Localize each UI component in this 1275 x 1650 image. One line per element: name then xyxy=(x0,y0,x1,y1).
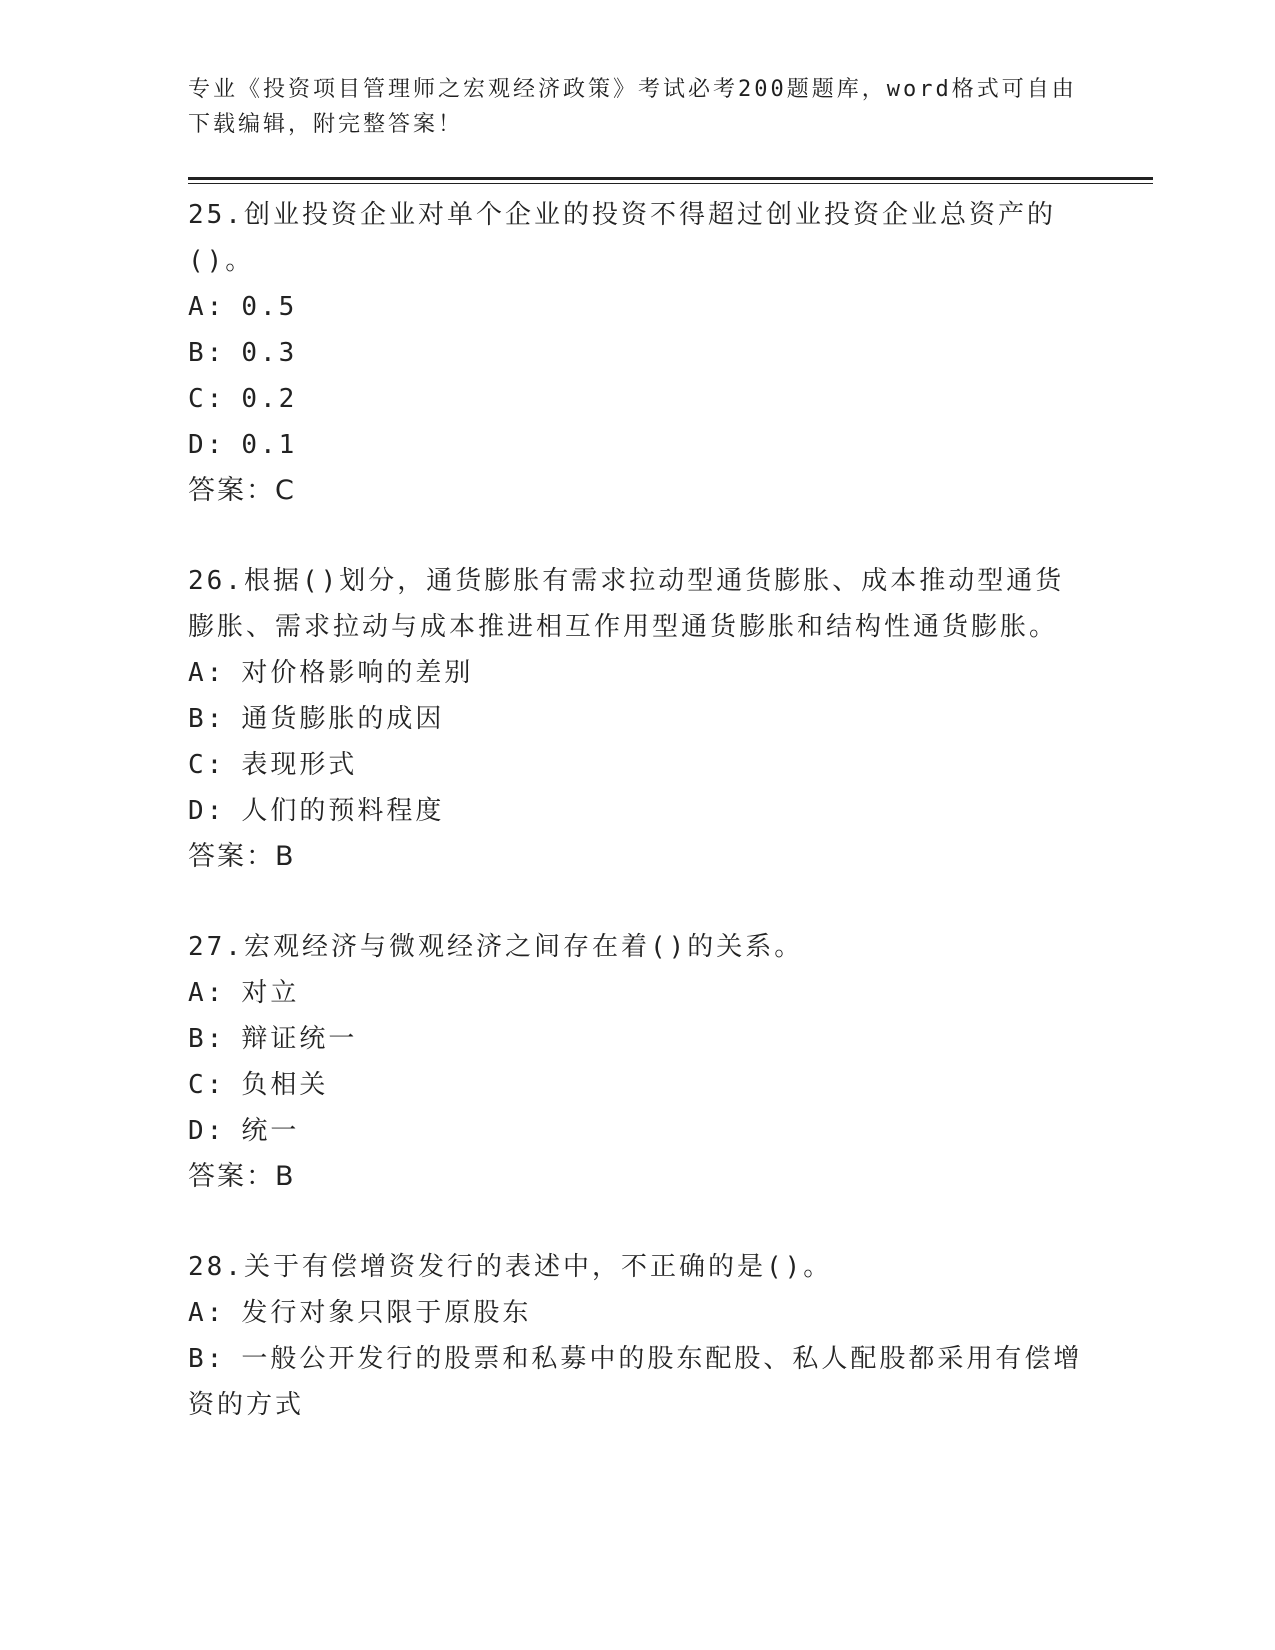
option-letter: D: xyxy=(188,430,226,460)
option-text: 0.5 xyxy=(241,292,298,322)
option-text: 对立 xyxy=(241,978,300,1008)
question-27 xyxy=(188,924,1088,1200)
answer-line: 答案：B xyxy=(188,1161,296,1192)
option-text: 0.3 xyxy=(241,338,298,368)
option-letter: B: xyxy=(188,338,226,368)
option-text: 0.1 xyxy=(241,430,298,460)
option-letter: A: xyxy=(188,1298,226,1328)
option-a xyxy=(188,284,1088,330)
option-letter: D: xyxy=(188,1116,226,1146)
option-a xyxy=(188,1290,1088,1336)
option-text: 统一 xyxy=(241,1116,300,1146)
option-text: 表现形式 xyxy=(241,750,358,780)
option-letter: A: xyxy=(188,292,226,322)
question-stem: 25.创业投资企业对单个企业的投资不得超过创业投资企业总资产的()。 xyxy=(188,200,1056,276)
question-stem: 27.宏观经济与微观经济之间存在着()的关系。 xyxy=(188,932,804,962)
option-letter: C: xyxy=(188,750,226,780)
option-text: 0.2 xyxy=(241,384,298,414)
question-26 xyxy=(188,558,1088,880)
option-a xyxy=(188,970,1088,1016)
option-letter: C: xyxy=(188,384,226,414)
option-b xyxy=(188,1336,1088,1428)
option-b xyxy=(188,1016,1088,1062)
option-letter: B: xyxy=(188,704,226,734)
option-letter: B: xyxy=(188,1024,226,1054)
header-divider-thin xyxy=(188,183,1153,184)
option-letter: A: xyxy=(188,978,226,1008)
option-c xyxy=(188,376,1088,422)
question-stem: 26.根据()划分，通货膨胀有需求拉动型通货膨胀、成本推动型通货膨胀、需求拉动与成本推进相互作用型通货膨胀和结构性通货膨胀。 xyxy=(188,566,1065,642)
option-text: 发行对象只限于原股东 xyxy=(241,1298,532,1328)
option-text: 辩证统一 xyxy=(241,1024,358,1054)
option-b xyxy=(188,696,1088,742)
option-letter: D: xyxy=(188,796,226,826)
option-c xyxy=(188,742,1088,788)
option-letter: B: xyxy=(188,1344,226,1374)
option-text: 一般公开发行的股票和私募中的股东配股、私人配股都采用有偿增资的方式 xyxy=(188,1344,1083,1420)
option-letter: C: xyxy=(188,1070,226,1100)
option-text: 负相关 xyxy=(241,1070,329,1100)
question-28 xyxy=(188,1244,1088,1428)
option-text: 人们的预料程度 xyxy=(241,796,445,826)
option-letter: A: xyxy=(188,658,226,688)
option-a xyxy=(188,650,1088,696)
option-d xyxy=(188,1108,1088,1154)
question-25 xyxy=(188,192,1088,514)
question-list xyxy=(188,192,1088,1472)
option-text: 通货膨胀的成因 xyxy=(241,704,445,734)
option-b xyxy=(188,330,1088,376)
header-divider xyxy=(188,177,1153,180)
answer-line: 答案：C xyxy=(188,475,296,506)
answer-line: 答案：B xyxy=(188,841,296,872)
document-header: 专业《投资项目管理师之宏观经济政策》考试必考200题题库，word格式可自由下载编辑，附完整答案！ xyxy=(188,77,1077,137)
option-c xyxy=(188,1062,1088,1108)
option-text: 对价格影响的差别 xyxy=(241,658,474,688)
question-stem: 28.关于有偿增资发行的表述中，不正确的是()。 xyxy=(188,1252,833,1282)
option-d xyxy=(188,422,1088,468)
option-d xyxy=(188,788,1088,834)
